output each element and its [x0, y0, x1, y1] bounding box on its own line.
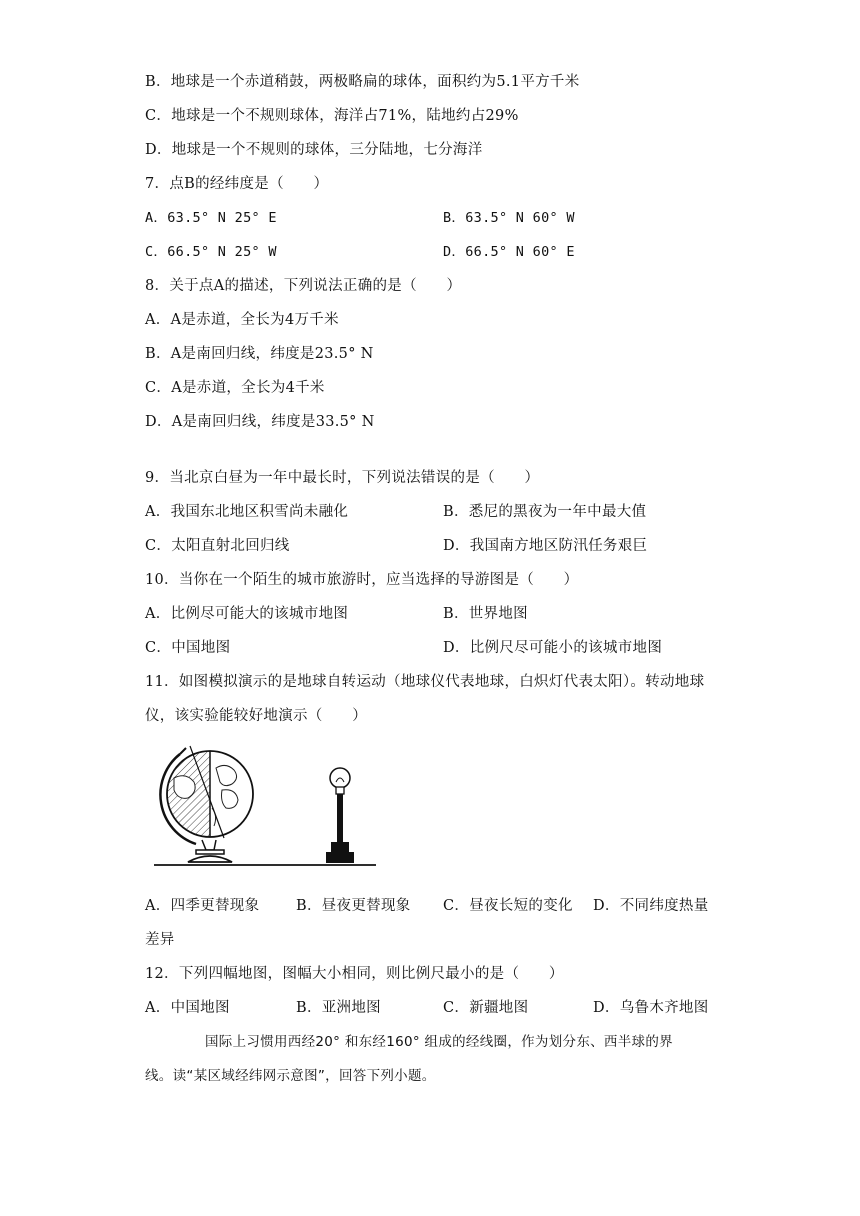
q10-option-a: A．比例尽可能大的该城市地图: [145, 606, 349, 622]
q6-option-d: D．地球是一个不规则的球体，三分陆地，七分海洋: [145, 142, 483, 158]
q9-option-c: C．太阳直射北回归线: [145, 538, 290, 554]
q7-option-a: A．63.5° N 25° E: [145, 210, 277, 226]
q8-option-c: C．A是赤道，全长为4千米: [145, 380, 325, 396]
q11-option-d-continued: 差异: [145, 932, 175, 948]
globe-icon: [160, 746, 253, 862]
passage-line1: 国际上习惯用西经20° 和东经160° 组成的经线圈，作为划分东、西半球的界: [205, 1034, 673, 1050]
q12-option-d: D．乌鲁木齐地图: [593, 1000, 709, 1016]
globe-lamp-figure: [150, 738, 380, 876]
q8-option-b: B．A是南回归线，纬度是23.5° N: [145, 346, 374, 362]
q9-option-b: B．悉尼的黑夜为一年中最大值: [443, 504, 647, 520]
q12-stem: 12．下列四幅地图，图幅大小相同，则比例尺最小的是（ ）: [145, 966, 564, 982]
q9-stem: 9．当北京白昼为一年中最长时，下列说法错误的是（ ）: [145, 470, 540, 486]
q8-option-d: D．A是南回归线，纬度是33.5° N: [145, 414, 375, 430]
q11-option-a: A．四季更替现象: [145, 898, 260, 914]
q12-option-c: C．新疆地图: [443, 1000, 529, 1016]
passage-line2: 线。读“某区域经纬网示意图”，回答下列小题。: [145, 1068, 436, 1084]
q11-option-d: D．不同纬度热量: [593, 898, 709, 914]
q11-option-c: C．昼夜长短的变化: [443, 898, 573, 914]
q9-option-a: A．我国东北地区积雪尚未融化: [145, 504, 349, 520]
q10-stem: 10．当你在一个陌生的城市旅游时，应当选择的导游图是（ ）: [145, 572, 579, 588]
q8-stem: 8．关于点A的描述，下列说法正确的是（ ）: [145, 278, 462, 294]
q10-option-b: B．世界地图: [443, 606, 528, 622]
q12-option-a: A．中国地图: [145, 1000, 230, 1016]
q6-option-b: B．地球是一个赤道稍鼓，两极略扁的球体，面积约为5.1平方千米: [145, 74, 580, 90]
lamp-icon: [326, 768, 354, 863]
q10-option-c: C．中国地图: [145, 640, 231, 656]
q7-stem: 7．点B的经纬度是（ ）: [145, 176, 329, 192]
q7-option-d: D．66.5° N 60° E: [443, 244, 575, 260]
q11-stem-line1: 11．如图模拟演示的是地球自转运动（地球仪代表地球，白炽灯代表太阳）。转动地球: [145, 674, 705, 690]
q10-option-d: D．比例尺尽可能小的该城市地图: [443, 640, 663, 656]
q6-option-c: C．地球是一个不规则球体，海洋占71%，陆地约占29%: [145, 108, 519, 124]
q8-option-a: A．A是赤道，全长为4万千米: [145, 312, 339, 328]
q11-stem-line2: 仪，该实验能较好地演示（ ）: [145, 708, 367, 724]
q11-option-b: B．昼夜更替现象: [296, 898, 411, 914]
q7-option-b: B．63.5° N 60° W: [443, 210, 575, 226]
q12-option-b: B．亚洲地图: [296, 1000, 381, 1016]
q7-option-c: C．66.5° N 25° W: [145, 244, 277, 260]
q9-option-d: D．我国南方地区防汛任务艰巨: [443, 538, 648, 554]
